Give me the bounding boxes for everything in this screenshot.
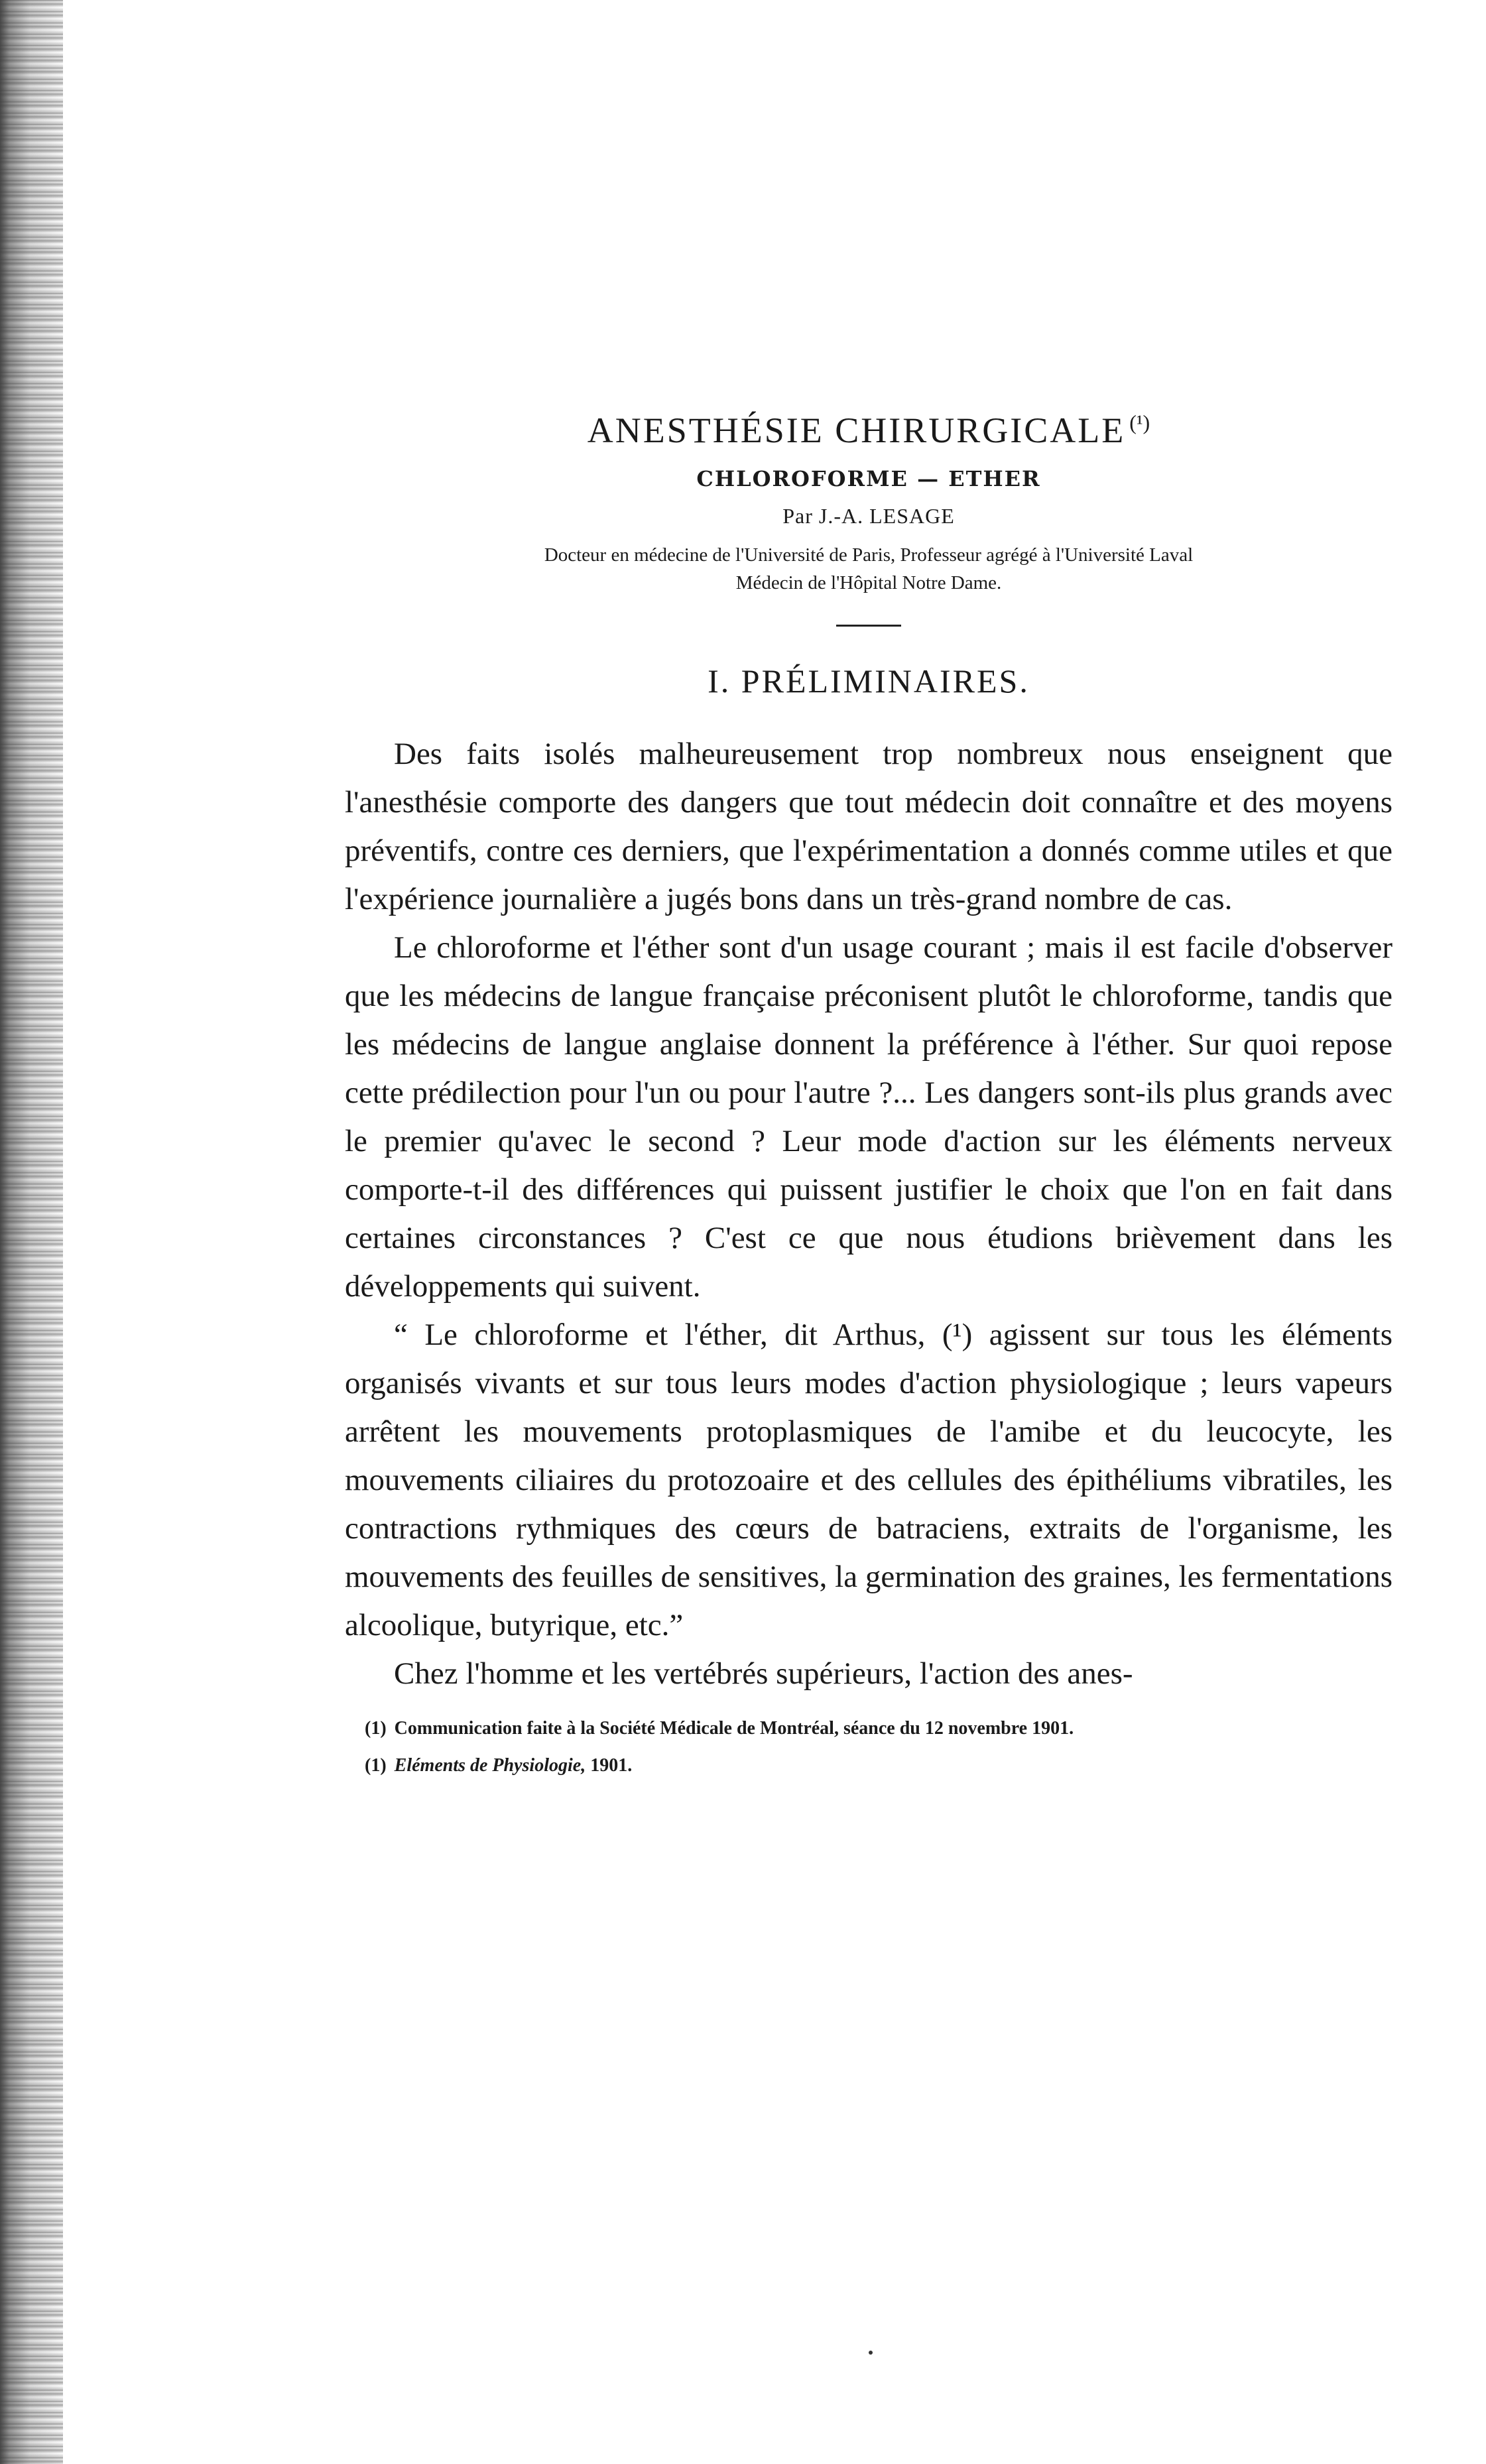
title-text: ANESTHÉSIE CHIRURGICALE [587, 410, 1126, 450]
footnote-2 [365, 1747, 1393, 1784]
footnote-2-text: 1901. [590, 1755, 633, 1776]
affiliation-line-1: Docteur en médecine de l'Université de Paris, Professeur agrégé à l'Université Laval [544, 544, 1194, 566]
footnotes [345, 1710, 1393, 1784]
article-subtitle: CHLOROFORME — ETHER [696, 466, 1041, 491]
author-line: Par J.-A. LESAGE [782, 504, 955, 528]
footnote-2-mark: (1) [365, 1755, 387, 1776]
article-body [345, 730, 1393, 1698]
separator-rule [836, 625, 901, 627]
affiliation-line-2: Médecin de l'Hôpital Notre Dame. [735, 572, 1002, 593]
paragraph-4: Chez l'homme et les vertébrés supérieurs, l'action des anes- [394, 1656, 1133, 1691]
footnote-1 [365, 1710, 1393, 1747]
title-footnote-mark: (¹) [1129, 410, 1150, 434]
paragraph-3: “ Le chloroforme et l'éther, dit Arthus, (¹) agissent sur tous les éléments organisés vivants et sur tous leurs modes d'action physiologique ; leurs vapeurs arrêtent les mouvements protoplasmiques de l'amibe et du leucocyte, les mouvements ciliaires du protozoaire et des cellules des épithéliums vibratiles, les contractions rythmiques des cœurs de batraciens, extraits de l'organisme, les mouvements des feuilles de sensitives, la germination des graines, les fermentations alcoolique, butyrique, etc.” [345, 1317, 1393, 1642]
footnote-1-text: Communication faite à la Société Médicale de Montréal, séance du 12 novembre 1901. [394, 1717, 1074, 1739]
document-page [345, 398, 1393, 1784]
paragraph-1: Des faits isolés malheureusement trop nombreux nous enseignent que l'anesthésie comporte des dangers que tout médecin doit connaître et des moyens préventifs, contre ces derniers, que l'expérimentation a donnés comme utiles et que l'expérience journalière a jugés bons dans un très-grand nombre de cas. [345, 736, 1393, 916]
author-affiliation [345, 541, 1393, 597]
article-title [345, 398, 1393, 455]
footnote-2-title: Eléments de Physiologie, [394, 1755, 586, 1776]
scanned-page-edge [0, 0, 63, 2464]
paragraph-2: Le chloroforme et l'éther sont d'un usage courant ; mais il est facile d'observer que les médecins de langue française préconisent plutôt le chloroforme, tandis que les médecins de langue anglaise donnent la préférence à l'éther. Sur quoi repose cette prédilection pour l'un ou pour l'autre ?... Les dangers sont-ils plus grands avec le premier qu'avec le second ? Leur mode d'action sur les éléments nerveux comporte-t-il des différences qui puissent justifier le choix que l'on en fait dans certaines circonstances ? C'est ce que nous étudions brièvement dans les développements qui suivent. [345, 930, 1393, 1304]
scan-speck [869, 2351, 873, 2355]
section-heading: I. PRÉLIMINAIRES. [708, 662, 1030, 700]
footnote-1-mark: (1) [365, 1717, 387, 1739]
